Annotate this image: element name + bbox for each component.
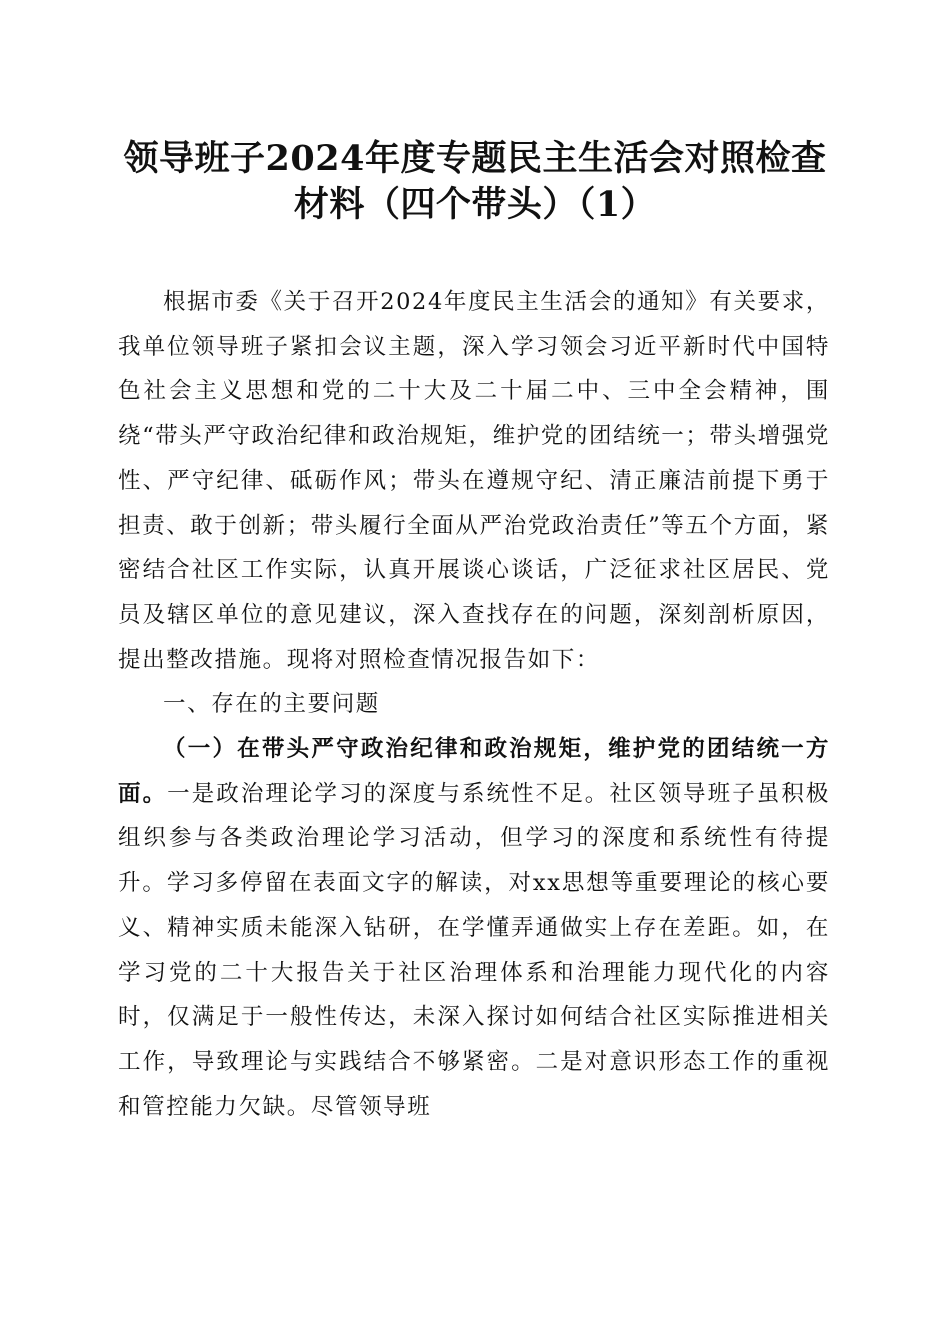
subsection-paragraph xyxy=(118,727,830,1129)
subsection-body: 一是政治理论学习的深度与系统性不足。社区领导班子虽积极组织参与各类政治理论学习活动，但学习的深度和系统性有待提升。学习多停留在表面文字的解读，对xx思想等重要理论的核心要义、精神实质未能深入钻研，在学懂弄通做实上存在差距。如，在学习党的二十大报告关于社区治理体系和治理能力现代化的内容时，仅满足于一般性传达，未深入探讨如何结合社区实际推进相关工作，导致理论与实践结合不够紧密。二是对意识形态工作的重视和管控能力欠缺。尽管领导班 xyxy=(118,780,831,1120)
document-title xyxy=(90,136,860,228)
title-line-1: 领导班子2024年度专题民主生活会对照检查 xyxy=(123,138,827,179)
title-line-2: 材料（四个带头）（1） xyxy=(293,184,657,225)
subsection-lead: （一）在带头严守政治纪律和政治规矩，维护党的团结统一方面。 xyxy=(118,736,830,807)
section-heading-problems: 一、存在的主要问题 xyxy=(163,691,380,718)
intro-paragraph: 根据市委《关于召开2024年度民主生活会的通知》有关要求，我单位领导班子紧扣会议主题，深入学习领会习近平新时代中国特色社会主义思想和党的二十大及二十届二中、三中全会精神，围绕“带头严守政治纪律和政治规矩，维护党的团结统一；带头增强党性、严守纪律、砥砺作风；带头在遵规守纪、清正廉洁前提下勇于担责、敢于创新；带头履行全面从严治党政治责任”等五个方面，紧密结合社区工作实际，认真开展谈心谈话，广泛征求社区居民、党员及辖区单位的意见建议，深入查找存在的问题，深刻剖析原因，提出整改措施。现将对照检查情况报告如下： xyxy=(118,289,831,673)
document-body xyxy=(118,280,830,1129)
